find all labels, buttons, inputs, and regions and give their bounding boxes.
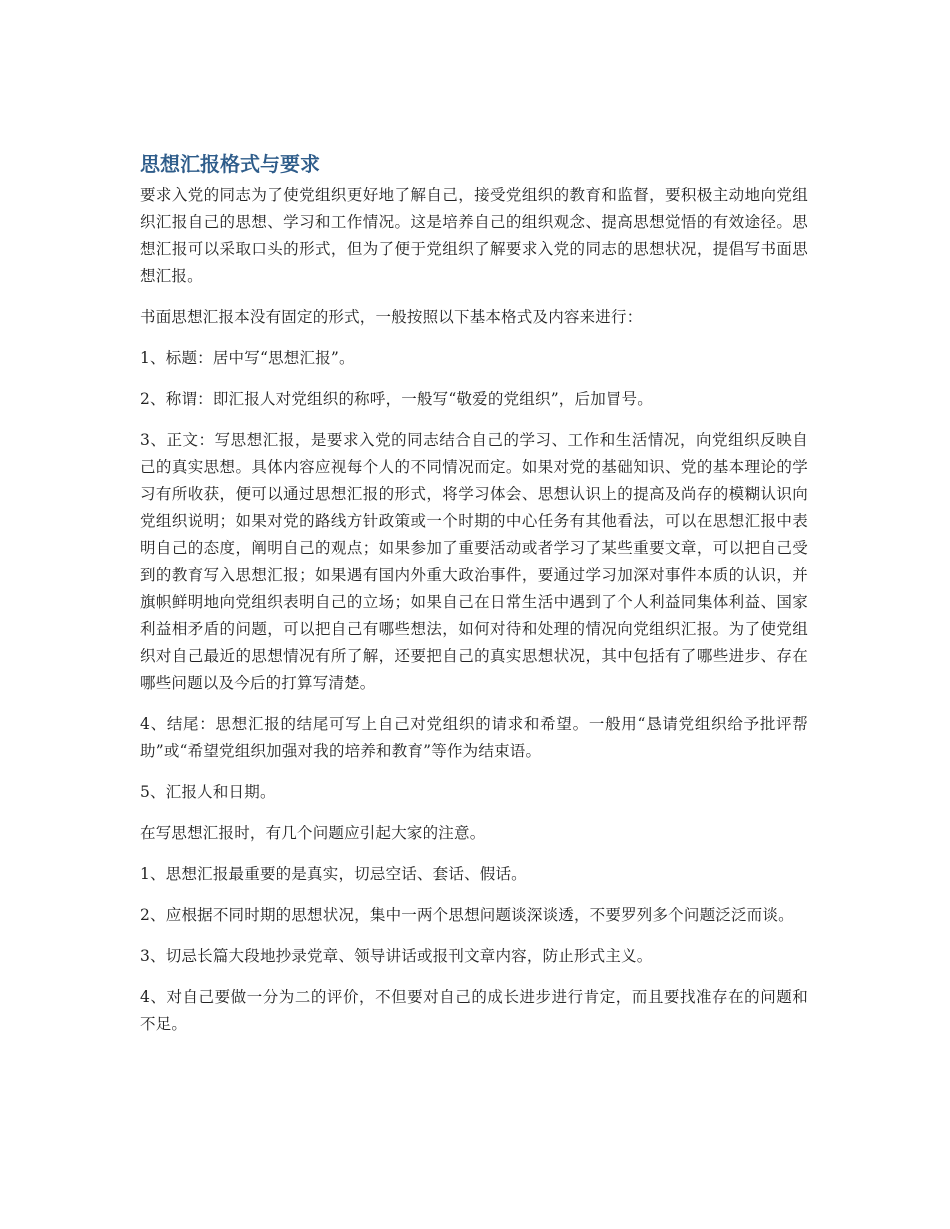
paragraph-format-signature: 5、汇报人和日期。 <box>140 783 276 801</box>
paragraph-note-3: 3、切忌长篇大段地抄录党章、领导讲话或报刊文章内容，防止形式主义。 <box>140 947 653 965</box>
paragraph-note-2: 2、应根据不同时期的思想状况，集中一两个思想问题谈深谈透，不要罗列多个问题泛泛而谈。 <box>140 906 794 924</box>
paragraph-format-body: 3、正文：写思想汇报，是要求入党的同志结合自己的学习、工作和生活情况，向党组织反映自己的真实思想。具体内容应视每个人的不同情况而定。如果对党的基础知识、党的基本理论的学习有所收获，便可以通过思想汇报的形式，将学习体会、思想认识上的提高及尚存的模糊认识向党组织说明；如果对党的路线方针政策或一个时期的中心任务有其他看法，可以在思想汇报中表明自己的态度，阐明自己的观点；如果参加了重要活动或者学习了某些重要文章，可以把自己受到的教育写入思想汇报；如果遇有国内外重大政治事件，要通过学习加深对事件本质的认识，并旗帜鲜明地向党组织表明自己的立场；如果自己在日常生活中遇到了个人利益同集体利益、国家利益相矛盾的问题，可以把自己有哪些想法，如何对待和处理的情况向党组织汇报。为了使党组织对自己最近的思想情况有所了解，还要把自己的真实思想状况，其中包括有了哪些进步、存在哪些问题以及今后的打算写清楚。 <box>140 431 808 692</box>
paragraph-format-title: 1、标题：居中写“思想汇报”。 <box>140 349 355 367</box>
paragraph-intro: 要求入党的同志为了使党组织更好地了解自己，接受党组织的教育和监督，要积极主动地向党组织汇报自己的思想、学习和工作情况。这是培养自己的组织观念、提高思想觉悟的有效途径。思想汇报可以采取口头的形式，但为了便于党组织了解要求入党的同志的思想状况，提倡写书面思想汇报。 <box>140 186 808 285</box>
paragraph-notes-intro: 在写思想汇报时，有几个问题应引起大家的注意。 <box>140 824 486 842</box>
paragraph-format-salutation: 2、称谓：即汇报人对党组织的称呼，一般写“敬爱的党组织”，后加冒号。 <box>140 390 654 408</box>
paragraph-note-1: 1、思想汇报最重要的是真实，切忌空话、套话、假话。 <box>140 865 527 883</box>
document-title: 思想汇报格式与要求 <box>140 152 320 176</box>
paragraph-format-ending: 4、结尾：思想汇报的结尾可写上自己对党组织的请求和希望。一般用“恳请党组织给予批评帮助”或“希望党组织加强对我的培养和教育”等作为结束语。 <box>140 715 808 760</box>
paragraph-note-4: 4、对自己要做一分为二的评价，不但要对自己的成长进步进行肯定，而且要找准存在的问题和不足。 <box>140 988 808 1033</box>
document-page <box>140 148 808 1052</box>
paragraph-format-intro: 书面思想汇报本没有固定的形式，一般按照以下基本格式及内容来进行： <box>140 308 643 326</box>
